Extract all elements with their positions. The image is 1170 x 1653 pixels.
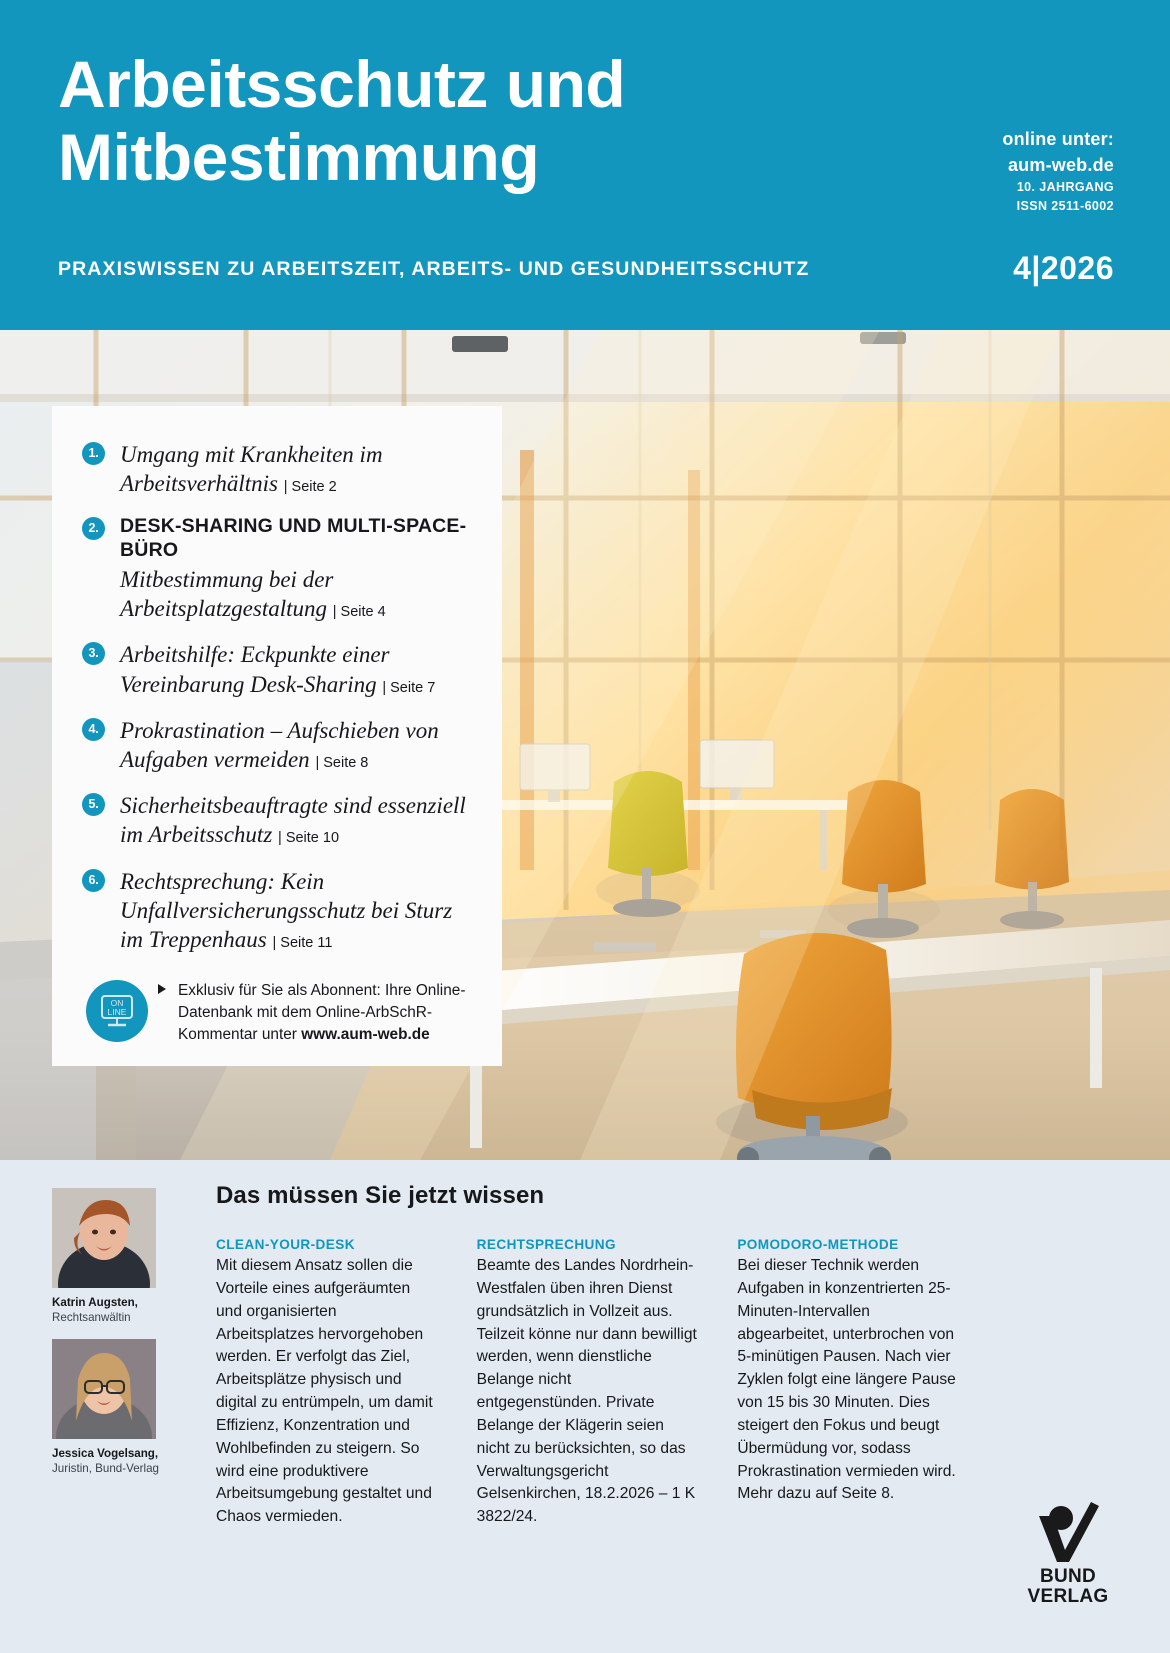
- author-portrait-1: [52, 1188, 156, 1288]
- publisher-logo: [1014, 1500, 1122, 1607]
- toc-item[interactable]: [82, 791, 476, 849]
- masthead: [0, 0, 1170, 330]
- toc-number-badge: 6.: [82, 869, 105, 892]
- online-promo[interactable]: [82, 980, 476, 1046]
- online-info: [1002, 126, 1114, 178]
- news-column-body: Mit diesem Ansatz sollen die Vorteile eines aufgeräumten und organisierten Arbeitsplatzes hervorgehoben werden. Er verfolgt das Ziel, Arbeitsplätze physisch und digital zu entrümpeln, um damit Effizienz, Konzentration und Wohlbefinden zu steigern. So wird eine produktivere Arbeitsumgebung gestaltet und Chaos vermieden.: [216, 1257, 433, 1526]
- news-column-body: Bei dieser Technik werden Aufgaben in konzentrierten 25-Minuten-Intervallen abgearbeitet, unterbrochen von 5-minütigen Pausen. Nach vier Zyklen folgt eine längere Pause von 15 bis 30 Minuten. Dies steigert den Fokus und beugt Übermüdung vor, sodass Prokrastination vermieden wird. Mehr dazu auf Seite 8.: [737, 1257, 956, 1503]
- toc-page-ref: | Seite 2: [283, 479, 337, 496]
- toc-page-ref: | Seite 7: [382, 679, 436, 696]
- news-panel-title: Das müssen Sie jetzt wissen: [216, 1182, 545, 1209]
- promo-text: Exklusiv für Sie als Abonnent: Ihre Online-Datenbank mit dem Online-ArbSchR-Kommentar unter: [178, 982, 466, 1044]
- online-url[interactable]: aum-web.de: [1007, 155, 1114, 176]
- author-role: Juristin, Bund-Verlag: [52, 1462, 159, 1476]
- issue-number: 4|2026: [1013, 250, 1114, 286]
- toc-title-text: Arbeitshilfe: Eckpunkte einer Vereinbarung Desk-Sharing: [120, 642, 390, 697]
- toc-title-text: Rechtsprechung: Kein Unfallversicherungsschutz bei Sturz im Treppenhaus: [120, 868, 453, 952]
- publisher-line1: BUND: [1039, 1565, 1097, 1587]
- toc-number-badge: 4.: [82, 718, 105, 741]
- toc-item[interactable]: [82, 640, 476, 698]
- online-badge-icon: [86, 980, 148, 1042]
- toc-page-ref: | Seite 4: [332, 604, 386, 621]
- toc-page-ref: | Seite 8: [315, 754, 369, 771]
- toc-list: [82, 440, 476, 954]
- author-role: Rechtsanwältin: [52, 1311, 131, 1325]
- author-list: [52, 1188, 172, 1490]
- magazine-title-line1: Arbeitsschutz und: [58, 47, 626, 121]
- toc-item[interactable]: [82, 440, 476, 498]
- author-card: [52, 1339, 172, 1476]
- toc-entry-title: [120, 442, 383, 496]
- toc-entry-title: [120, 515, 476, 621]
- news-column: [216, 1237, 437, 1529]
- avatar: [52, 1188, 156, 1288]
- toc-entry-title: [120, 869, 452, 952]
- news-column: [477, 1237, 698, 1529]
- table-of-contents-card: [52, 406, 502, 1066]
- toc-title-text: Umgang mit Krankheiten im Arbeitsverhältnis: [120, 442, 383, 497]
- toc-entry-title: [120, 793, 466, 847]
- toc-kicker: DESK-SHARING UND MULTI-SPACE-BÜRO: [120, 515, 467, 562]
- toc-entry-title: [120, 642, 435, 696]
- toc-page-ref: | Seite 10: [278, 830, 340, 847]
- toc-number-badge: 5.: [82, 793, 105, 816]
- author-name: Jessica Vogelsang,: [52, 1447, 159, 1461]
- toc-title-text: Prokrastination – Aufschieben von Aufgaben vermeiden: [120, 717, 439, 772]
- publisher-name: [1014, 1567, 1122, 1607]
- online-label: online unter:: [1002, 129, 1114, 149]
- avatar: [52, 1339, 156, 1439]
- magazine-title-line2: Mitbestimmung: [58, 119, 540, 194]
- issn-label: ISSN 2511-6002: [1016, 198, 1114, 213]
- magazine-title: [58, 48, 958, 193]
- toc-item[interactable]: [82, 515, 476, 623]
- news-column-heading: RECHTSPRECHUNG: [476, 1237, 616, 1252]
- promo-url[interactable]: www.aum-web.de: [301, 1026, 430, 1044]
- issn-info: [1017, 178, 1114, 216]
- news-column: [737, 1237, 958, 1529]
- bund-verlag-checkmark-icon: [1031, 1500, 1105, 1562]
- arrow-right-icon: [158, 984, 166, 994]
- author-portrait-2: [52, 1339, 156, 1439]
- news-column-heading: POMODORO-METHODE: [737, 1237, 899, 1252]
- online-promo-text: [158, 980, 476, 1046]
- toc-number-badge: 2.: [82, 517, 105, 540]
- toc-entry-title: [120, 718, 439, 772]
- badge-line2-text: LINE: [107, 1007, 127, 1018]
- strapline: PRAXISWISSEN ZU ARBEITSZEIT, ARBEITS- UND GESUNDHEITSSCHUTZ: [58, 258, 810, 280]
- toc-item[interactable]: [82, 867, 476, 955]
- badge-line1-text: ON: [110, 998, 124, 1009]
- toc-page-ref: | Seite 11: [272, 935, 333, 951]
- publisher-line2: VERLAG: [1027, 1585, 1109, 1607]
- volume-label: 10. JAHRGANG: [1016, 180, 1114, 194]
- author-name: Katrin Augsten,: [52, 1296, 138, 1309]
- toc-title-text: Mitbestimmung bei der Arbeitsplatzgestaltung: [120, 566, 334, 622]
- toc-item[interactable]: [82, 716, 476, 774]
- author-card: [52, 1188, 172, 1325]
- news-column-body: Beamte des Landes Nordrhein-Westfalen üben ihren Dienst grundsätzlich in Vollzeit aus. Teilzeit könne nur dann bewilligt werden, wenn dienstliche Belange nicht entgegenstünden. Private Belange der Klägerin seien nicht zu berücksichten, so das Verwaltungsgericht Gelsenkirchen, 18.2.2026 – 1 K 3822/24.: [476, 1257, 697, 1526]
- news-columns: [216, 1237, 958, 1529]
- toc-number-badge: 3.: [82, 642, 105, 665]
- toc-title-text: Sicherheitsbeauftragte sind essenziell im Arbeitsschutz: [120, 793, 466, 848]
- news-column-heading: CLEAN-YOUR-DESK: [216, 1237, 355, 1252]
- toc-number-badge: 1.: [82, 442, 105, 465]
